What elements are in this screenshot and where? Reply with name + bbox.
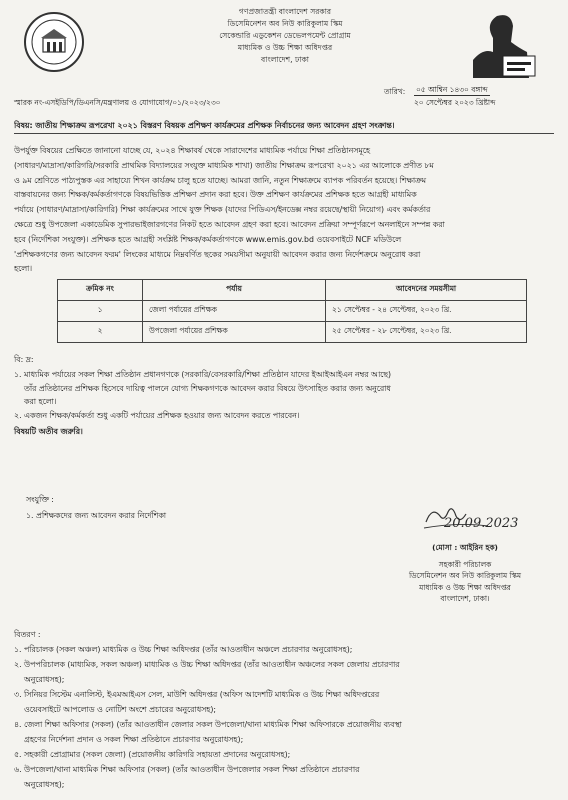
body-line: বাস্তবায়নের জন্য শিক্ষক/কর্মকর্তাগণকে বিষয়ভিত্তিক প্রশিক্ষণ প্রদান করা হবে। উক্ত প্রশিক্ষণ কার্যক্রমের প্রশিক্ষক হতে আগ্রহী মাধ্যমিক (14, 190, 417, 200)
distribution-line: গ্রহণের নির্দেশনা প্রদান ও সকল শিক্ষা প্রতিষ্ঠানে প্রচারণার অনুরোধসহ); (24, 735, 244, 744)
date-bangla: ০৫ আশ্বিন ১৪৩০ বঙ্গাব্দ (416, 85, 488, 94)
attachment-item: ১. প্রশিক্ষকদের জন্য আবেদন করার নির্দেশিকা (26, 511, 167, 520)
signatory-org-3: বাংলাদেশ, ঢাকা। (440, 594, 490, 603)
emblem-icon (26, 14, 82, 70)
distribution-line: ২. উপপরিচালক (মাধ্যমিক, সকল অঞ্চল) মাধ্যমিক ও উচ্চ শিক্ষা অধিদপ্তর (তাঁর আওতাধীন অঞ্চলের সকল জেলায় প্রচারণার (14, 660, 400, 669)
signatory-title: সহকারী পরিচালক (438, 559, 492, 569)
body-line: ও ৯ম শ্রেণিতে পাঠ্যপুস্তক এর সাহায্যে শিখন কার্যক্রম চালু হতে যাচ্ছে। আমরা জানি, নতুন শিক্ষাক্রমে ব্যাপক পরিবর্তন হয়েছে। শিক্ষাক্রম (14, 175, 426, 185)
body-line: 'প্রশিক্ষকগণের জন্য আবেদন ফরম' লিংকের মাধ্যমে নিম্নবর্ণিত ছকের সময়সীমা অনুযায়ী আবেদন করার জন্য নির্দেশক্রমে অনুরোধ করা (14, 249, 421, 259)
header-program: সেকেন্ডারি এডুকেশন ডেভেলপমেন্ট প্রোগ্রাম (219, 31, 351, 40)
ministry-emblem-logo (24, 12, 84, 72)
portrait-icon (463, 8, 541, 82)
distribution-line: ১. পরিচালক (সকল অঞ্চল) মাধ্যমিক ও উচ্চ শিক্ষা অধিদপ্তর (তাঁর আওতাধীন অঞ্চলে প্রচারণার অনুরোধসহ); (14, 645, 353, 654)
notes-list (14, 368, 554, 422)
note-label: বি: দ্র: (14, 355, 34, 364)
note-line: তাঁর প্রতিষ্ঠানের প্রশিক্ষক হিসেবে দায়িত্ব পালনে যোগ্য শিক্ষকগণকে আবেদন করার বিষয়ে উৎসাহিত করার জন্য অনুরোধ (24, 383, 391, 393)
distribution-line: ৪. জেলা শিক্ষা অফিসার (সকল) (তাঁর আওতাধীন জেলার সকল উপজেলা/থানা মাধ্যমিক শিক্ষা অফিসারকে প্রয়োজনীয় ব্যবস্থা (14, 720, 402, 729)
body-line: (সাধারণ/মাদ্রাসা/কারিগরি/সরকারি প্রাথমিক বিদ্যালয়ের সংযুক্ত মাধ্যমিক শাখা) জাতীয় শিক্ষাক্রম রূপরেখা ২০২১ এর আলোকে প্রণীত ৮ম (14, 160, 434, 170)
cell-level: জেলা পর্যায়ের প্রশিক্ষক (143, 301, 326, 322)
body-line: পর্যায়ে (সাধারণ/মাদ্রাসা/কারিগরি) শিক্ষা কার্যক্রমের সাথে যুক্ত শিক্ষক (যাদের পিডিএস/ইনডেক্স নম্বর রয়েছে/স্থায়ী নিয়োগ) এবং কর্মকর্তার (14, 205, 431, 215)
header-location: বাংলাদেশ, ঢাকা (261, 55, 309, 64)
header-scheme: ডিসেমিনেশন অব নিউ কারিকুলাম স্কিম (227, 19, 343, 28)
header-government: গণপ্রজাতন্ত্রী বাংলাদেশ সরকার (238, 7, 332, 16)
subject-line: বিষয়: জাতীয় শিক্ষাক্রম রূপরেখা ২০২১ বিস্তরণ বিষয়ক প্রশিক্ষণ কার্যক্রমের প্রশিক্ষক নির্বাচনের জন্য আবেদন গ্রহণ সংক্রান্ত। (14, 121, 395, 130)
schedule-table (57, 279, 527, 343)
cell-serial: ১ (58, 301, 143, 322)
distribution-label: বিতরণ : (14, 630, 41, 639)
col-header-level: পর্যায় (143, 280, 326, 301)
distribution-line: অনুরোধসহ); (24, 780, 65, 789)
date-label: তারিখ: (384, 87, 406, 96)
table-header-row (58, 280, 527, 301)
signature-date: 20.09.2023 (444, 516, 519, 531)
cell-deadline: ২১ সেপ্টেম্বর - ২৪ সেপ্টেম্বর, ২০২৩ খ্রি. (326, 301, 527, 322)
note-line: ১. মাধ্যমিক পর্যায়ের সকল শিক্ষা প্রতিষ্ঠান প্রধানগণকে (সরকারি/বেসরকারি/শিক্ষা প্রতিষ্ঠান যাদের ইআইআইএন নম্বর আছে) (14, 370, 392, 379)
col-header-serial: ক্রমিক নং (58, 280, 143, 301)
cell-level: উপজেলা পর্যায়ের প্রশিক্ষক (143, 322, 326, 343)
table-row (58, 301, 527, 322)
portrait-logo (463, 8, 541, 82)
distribution-line: ৩. সিনিয়র সিস্টেম এনালিস্ট, ইএমআইএস সেল, মাউশি অধিদপ্তর (অফিস আদেশটি মাধ্যমিক ও উচ্চ শিক্ষা অধিদপ্তরের (14, 690, 380, 699)
col-header-deadline: আবেদনের সময়সীমা (326, 280, 527, 301)
subject-underline (14, 133, 554, 134)
body-paragraph (14, 144, 554, 277)
signatory-org-1: ডিসেমিনেশন অব নিউ কারিকুলাম স্কিম (409, 571, 521, 580)
attachment-label: সংযুক্তি : (26, 495, 54, 504)
memo-number: স্মারক নং-এসইডিপি/ডিএনসি/মন্ত্রণালয় ও যোগাযোগ/০১/২০২৩/২৩০ (14, 98, 221, 107)
cell-deadline: ২৫ সেপ্টেম্বর - ২৮ সেপ্টেম্বর, ২০২৩ খ্রি. (326, 322, 527, 343)
signatory-name: (মোসা : আইরিন হক) (432, 543, 498, 552)
distribution-line: অনুরোধসহ); (24, 675, 65, 684)
distribution-list (14, 642, 554, 792)
distribution-line: ৬. উপজেলা/থানা মাধ্যমিক শিক্ষা অফিসার (সকল) (তাঁর আওতাধীন উপজেলার সকল শিক্ষা প্রতিষ্ঠানে প্রচারণার (14, 765, 360, 774)
body-line: হলো। (14, 264, 33, 274)
body-line: ক্ষেত্রে শুধু উপজেলা একাডেমিক সুপারভাইজারগণের নিকট হতে আবেদন গ্রহণ করা হবে। আবেদন প্রক্রিয়া সম্পূর্ণরূপে অনলাইনে সম্পন্ন করা (14, 219, 445, 229)
signatory-org-2: মাধ্যমিক ও উচ্চ শিক্ষা অধিদপ্তর (419, 582, 511, 592)
table-row (58, 322, 527, 343)
cell-serial: ২ (58, 322, 143, 343)
note-line: ২. একজন শিক্ষক/কর্মকর্তা শুধু একটি পর্যায়ের প্রশিক্ষক হওয়ার জন্য আবেদন করতে পারবেন। (14, 410, 300, 420)
header-directorate: মাধ্যমিক ও উচ্চ শিক্ষা অধিদপ্তর (237, 43, 333, 52)
signatory-block (380, 542, 550, 605)
distribution-line: ৫. সহকারী প্রোগ্রামার (সকল জেলা) (প্রয়োজনীয় কারিগরি সহায়তা প্রদানের অনুরোধসহ); (14, 750, 291, 759)
note-line: করা হলো। (24, 397, 57, 407)
body-line: উপর্যুক্ত বিষয়ের প্রেক্ষিতে জানানো যাচ্ছে যে, ২০২৪ শিক্ষাবর্ষ থেকে সারাদেশের মাধ্যমিক পর্যায়ে শিক্ষা প্রতিষ্ঠানসমূহে (14, 146, 371, 155)
date-english: ২০ সেপ্টেম্বর ২০২৩ খ্রিষ্টাব্দ (414, 98, 496, 107)
urgent-note: বিষয়টি অতীব জরুরি। (14, 427, 83, 436)
distribution-line: ওয়েবসাইটে আপলোড ও নোটিশ অংশে প্রচারের অনুরোধসহ); (24, 705, 216, 714)
body-line: হবে (নির্দেশিকা সংযুক্ত)। প্রশিক্ষক হতে আগ্রহী সংশ্লিষ্ট শিক্ষক/কর্মকর্তাগণকে www.emis.gov.bd ওয়েবসাইটে NCF মডিউলে (14, 234, 402, 244)
